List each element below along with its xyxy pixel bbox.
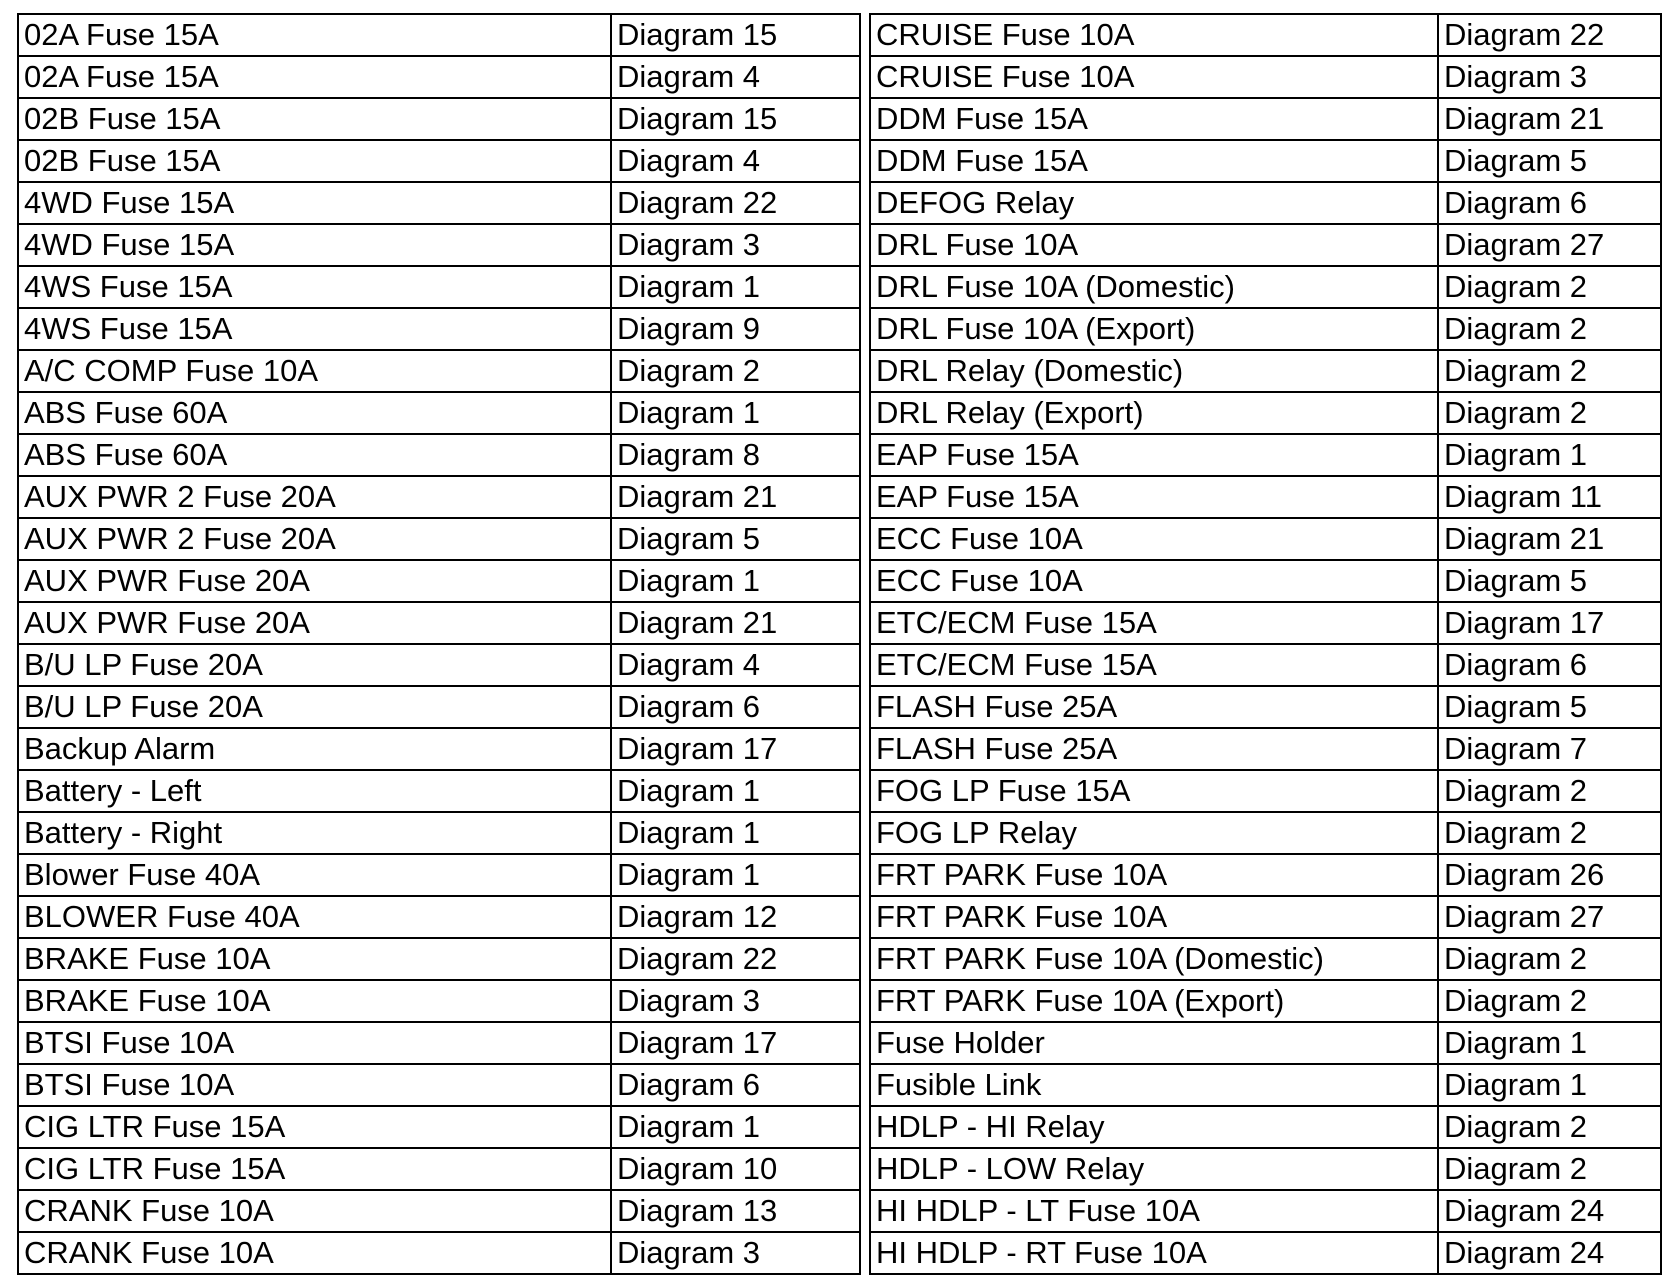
component-cell: FLASH Fuse 25A: [870, 686, 1438, 728]
table-row: [870, 686, 1661, 728]
component-cell: Backup Alarm: [18, 728, 611, 770]
diagram-cell: Diagram 4: [611, 644, 860, 686]
diagram-cell: Diagram 3: [1438, 56, 1661, 98]
diagram-cell: Diagram 22: [1438, 14, 1661, 56]
diagram-cell: Diagram 21: [1438, 518, 1661, 560]
diagram-cell: Diagram 17: [1438, 602, 1661, 644]
table-row: [870, 1106, 1661, 1148]
component-cell: BRAKE Fuse 10A: [18, 980, 611, 1022]
diagram-cell: Diagram 5: [611, 518, 860, 560]
diagram-cell: Diagram 3: [611, 1232, 860, 1274]
component-cell: FRT PARK Fuse 10A: [870, 896, 1438, 938]
table-row: [870, 140, 1661, 182]
table-row: [18, 434, 860, 476]
diagram-cell: Diagram 27: [1438, 224, 1661, 266]
table-row: [18, 182, 860, 224]
diagram-cell: Diagram 26: [1438, 854, 1661, 896]
component-cell: HI HDLP - LT Fuse 10A: [870, 1190, 1438, 1232]
table-body-right: [870, 14, 1661, 1274]
table-row: [18, 224, 860, 266]
table-row: [18, 728, 860, 770]
component-cell: CRUISE Fuse 10A: [870, 56, 1438, 98]
component-index-table-left: [17, 13, 861, 1275]
component-cell: FLASH Fuse 25A: [870, 728, 1438, 770]
component-cell: 4WD Fuse 15A: [18, 182, 611, 224]
component-cell: 02A Fuse 15A: [18, 14, 611, 56]
diagram-cell: Diagram 2: [611, 350, 860, 392]
component-cell: ETC/ECM Fuse 15A: [870, 602, 1438, 644]
component-cell: 4WS Fuse 15A: [18, 308, 611, 350]
diagram-cell: Diagram 15: [611, 98, 860, 140]
component-cell: ECC Fuse 10A: [870, 518, 1438, 560]
component-cell: EAP Fuse 15A: [870, 434, 1438, 476]
table-row: [18, 1232, 860, 1274]
diagram-cell: Diagram 2: [1438, 938, 1661, 980]
table-row: [870, 1148, 1661, 1190]
table-row: [870, 938, 1661, 980]
component-cell: 4WS Fuse 15A: [18, 266, 611, 308]
table-row: [870, 1064, 1661, 1106]
component-cell: EAP Fuse 15A: [870, 476, 1438, 518]
table-row: [18, 686, 860, 728]
table-row: [18, 308, 860, 350]
component-cell: Fuse Holder: [870, 1022, 1438, 1064]
table-row: [870, 14, 1661, 56]
diagram-cell: Diagram 21: [611, 476, 860, 518]
table-row: [18, 518, 860, 560]
diagram-cell: Diagram 11: [1438, 476, 1661, 518]
table-row: [18, 1106, 860, 1148]
component-cell: Fusible Link: [870, 1064, 1438, 1106]
table-row: [870, 182, 1661, 224]
diagram-cell: Diagram 17: [611, 1022, 860, 1064]
table-row: [18, 350, 860, 392]
table-row: [18, 56, 860, 98]
component-cell: DRL Relay (Domestic): [870, 350, 1438, 392]
table-row: [18, 854, 860, 896]
diagram-cell: Diagram 5: [1438, 560, 1661, 602]
table-row: [870, 350, 1661, 392]
component-cell: ECC Fuse 10A: [870, 560, 1438, 602]
diagram-cell: Diagram 15: [611, 14, 860, 56]
diagram-cell: Diagram 6: [611, 686, 860, 728]
diagram-cell: Diagram 17: [611, 728, 860, 770]
table-row: [18, 98, 860, 140]
diagram-cell: Diagram 22: [611, 938, 860, 980]
component-cell: FOG LP Relay: [870, 812, 1438, 854]
component-cell: DDM Fuse 15A: [870, 140, 1438, 182]
component-cell: CRANK Fuse 10A: [18, 1190, 611, 1232]
table-row: [870, 854, 1661, 896]
diagram-cell: Diagram 2: [1438, 1148, 1661, 1190]
diagram-cell: Diagram 21: [611, 602, 860, 644]
diagram-cell: Diagram 2: [1438, 770, 1661, 812]
diagram-cell: Diagram 1: [1438, 1064, 1661, 1106]
component-cell: DRL Fuse 10A (Domestic): [870, 266, 1438, 308]
table-row: [870, 434, 1661, 476]
table-row: [870, 980, 1661, 1022]
component-cell: 02A Fuse 15A: [18, 56, 611, 98]
table-row: [870, 518, 1661, 560]
diagram-cell: Diagram 7: [1438, 728, 1661, 770]
diagram-cell: Diagram 1: [1438, 1022, 1661, 1064]
table-row: [870, 770, 1661, 812]
diagram-cell: Diagram 13: [611, 1190, 860, 1232]
diagram-cell: Diagram 22: [611, 182, 860, 224]
table-row: [18, 602, 860, 644]
diagram-cell: Diagram 2: [1438, 1106, 1661, 1148]
table-row: [870, 812, 1661, 854]
component-cell: DRL Fuse 10A (Export): [870, 308, 1438, 350]
table-row: [870, 1190, 1661, 1232]
table-row: [870, 56, 1661, 98]
table-row: [870, 896, 1661, 938]
component-cell: 02B Fuse 15A: [18, 140, 611, 182]
component-cell: AUX PWR 2 Fuse 20A: [18, 476, 611, 518]
diagram-cell: Diagram 1: [611, 266, 860, 308]
component-cell: BTSI Fuse 10A: [18, 1022, 611, 1064]
table-row: [870, 392, 1661, 434]
table-row: [870, 98, 1661, 140]
component-cell: Battery - Left: [18, 770, 611, 812]
diagram-cell: Diagram 2: [1438, 266, 1661, 308]
diagram-cell: Diagram 24: [1438, 1190, 1661, 1232]
table-row: [18, 980, 860, 1022]
table-row: [18, 140, 860, 182]
diagram-cell: Diagram 1: [611, 560, 860, 602]
table-row: [870, 266, 1661, 308]
table-row: [18, 1148, 860, 1190]
table-row: [18, 938, 860, 980]
table-row: [870, 560, 1661, 602]
component-cell: FRT PARK Fuse 10A (Domestic): [870, 938, 1438, 980]
table-row: [18, 1022, 860, 1064]
component-cell: 4WD Fuse 15A: [18, 224, 611, 266]
component-cell: ABS Fuse 60A: [18, 434, 611, 476]
table-row: [18, 1064, 860, 1106]
diagram-cell: Diagram 3: [611, 980, 860, 1022]
table-row: [18, 266, 860, 308]
diagram-cell: Diagram 9: [611, 308, 860, 350]
table-row: [870, 308, 1661, 350]
component-cell: HDLP - HI Relay: [870, 1106, 1438, 1148]
diagram-cell: Diagram 1: [611, 1106, 860, 1148]
diagram-cell: Diagram 2: [1438, 812, 1661, 854]
component-cell: BRAKE Fuse 10A: [18, 938, 611, 980]
component-cell: A/C COMP Fuse 10A: [18, 350, 611, 392]
component-cell: HI HDLP - RT Fuse 10A: [870, 1232, 1438, 1274]
component-cell: CRANK Fuse 10A: [18, 1232, 611, 1274]
component-cell: FRT PARK Fuse 10A: [870, 854, 1438, 896]
component-cell: CRUISE Fuse 10A: [870, 14, 1438, 56]
component-cell: Blower Fuse 40A: [18, 854, 611, 896]
component-cell: AUX PWR Fuse 20A: [18, 560, 611, 602]
component-cell: DRL Fuse 10A: [870, 224, 1438, 266]
component-cell: Battery - Right: [18, 812, 611, 854]
diagram-cell: Diagram 5: [1438, 140, 1661, 182]
table-row: [18, 560, 860, 602]
table-row: [18, 770, 860, 812]
component-index-table-right: [869, 13, 1662, 1275]
table-body-left: [18, 14, 860, 1274]
component-cell: DEFOG Relay: [870, 182, 1438, 224]
diagram-cell: Diagram 3: [611, 224, 860, 266]
component-cell: HDLP - LOW Relay: [870, 1148, 1438, 1190]
diagram-cell: Diagram 1: [611, 392, 860, 434]
component-cell: ABS Fuse 60A: [18, 392, 611, 434]
diagram-cell: Diagram 2: [1438, 308, 1661, 350]
diagram-cell: Diagram 27: [1438, 896, 1661, 938]
diagram-cell: Diagram 24: [1438, 1232, 1661, 1274]
diagram-cell: Diagram 1: [611, 812, 860, 854]
table-row: [870, 224, 1661, 266]
component-cell: 02B Fuse 15A: [18, 98, 611, 140]
component-cell: BLOWER Fuse 40A: [18, 896, 611, 938]
component-cell: CIG LTR Fuse 15A: [18, 1106, 611, 1148]
table-row: [870, 644, 1661, 686]
table-row: [18, 392, 860, 434]
diagram-cell: Diagram 6: [1438, 182, 1661, 224]
table-row: [18, 14, 860, 56]
diagram-cell: Diagram 21: [1438, 98, 1661, 140]
diagram-cell: Diagram 4: [611, 140, 860, 182]
diagram-cell: Diagram 2: [1438, 350, 1661, 392]
component-cell: BTSI Fuse 10A: [18, 1064, 611, 1106]
component-cell: FRT PARK Fuse 10A (Export): [870, 980, 1438, 1022]
diagram-cell: Diagram 2: [1438, 392, 1661, 434]
component-cell: ETC/ECM Fuse 15A: [870, 644, 1438, 686]
table-row: [18, 812, 860, 854]
diagram-cell: Diagram 2: [1438, 980, 1661, 1022]
diagram-cell: Diagram 12: [611, 896, 860, 938]
diagram-cell: Diagram 4: [611, 56, 860, 98]
table-row: [18, 1190, 860, 1232]
diagram-cell: Diagram 8: [611, 434, 860, 476]
table-row: [870, 1232, 1661, 1274]
diagram-cell: Diagram 6: [611, 1064, 860, 1106]
diagram-cell: Diagram 1: [1438, 434, 1661, 476]
table-row: [18, 644, 860, 686]
component-cell: FOG LP Fuse 15A: [870, 770, 1438, 812]
diagram-cell: Diagram 1: [611, 770, 860, 812]
diagram-cell: Diagram 6: [1438, 644, 1661, 686]
component-cell: B/U LP Fuse 20A: [18, 686, 611, 728]
component-cell: AUX PWR 2 Fuse 20A: [18, 518, 611, 560]
component-cell: CIG LTR Fuse 15A: [18, 1148, 611, 1190]
component-cell: DDM Fuse 15A: [870, 98, 1438, 140]
table-row: [870, 728, 1661, 770]
diagram-cell: Diagram 5: [1438, 686, 1661, 728]
diagram-cell: Diagram 1: [611, 854, 860, 896]
table-row: [870, 602, 1661, 644]
component-cell: B/U LP Fuse 20A: [18, 644, 611, 686]
table-row: [870, 476, 1661, 518]
component-cell: DRL Relay (Export): [870, 392, 1438, 434]
table-row: [870, 1022, 1661, 1064]
diagram-cell: Diagram 10: [611, 1148, 860, 1190]
table-row: [18, 476, 860, 518]
table-row: [18, 896, 860, 938]
component-cell: AUX PWR Fuse 20A: [18, 602, 611, 644]
